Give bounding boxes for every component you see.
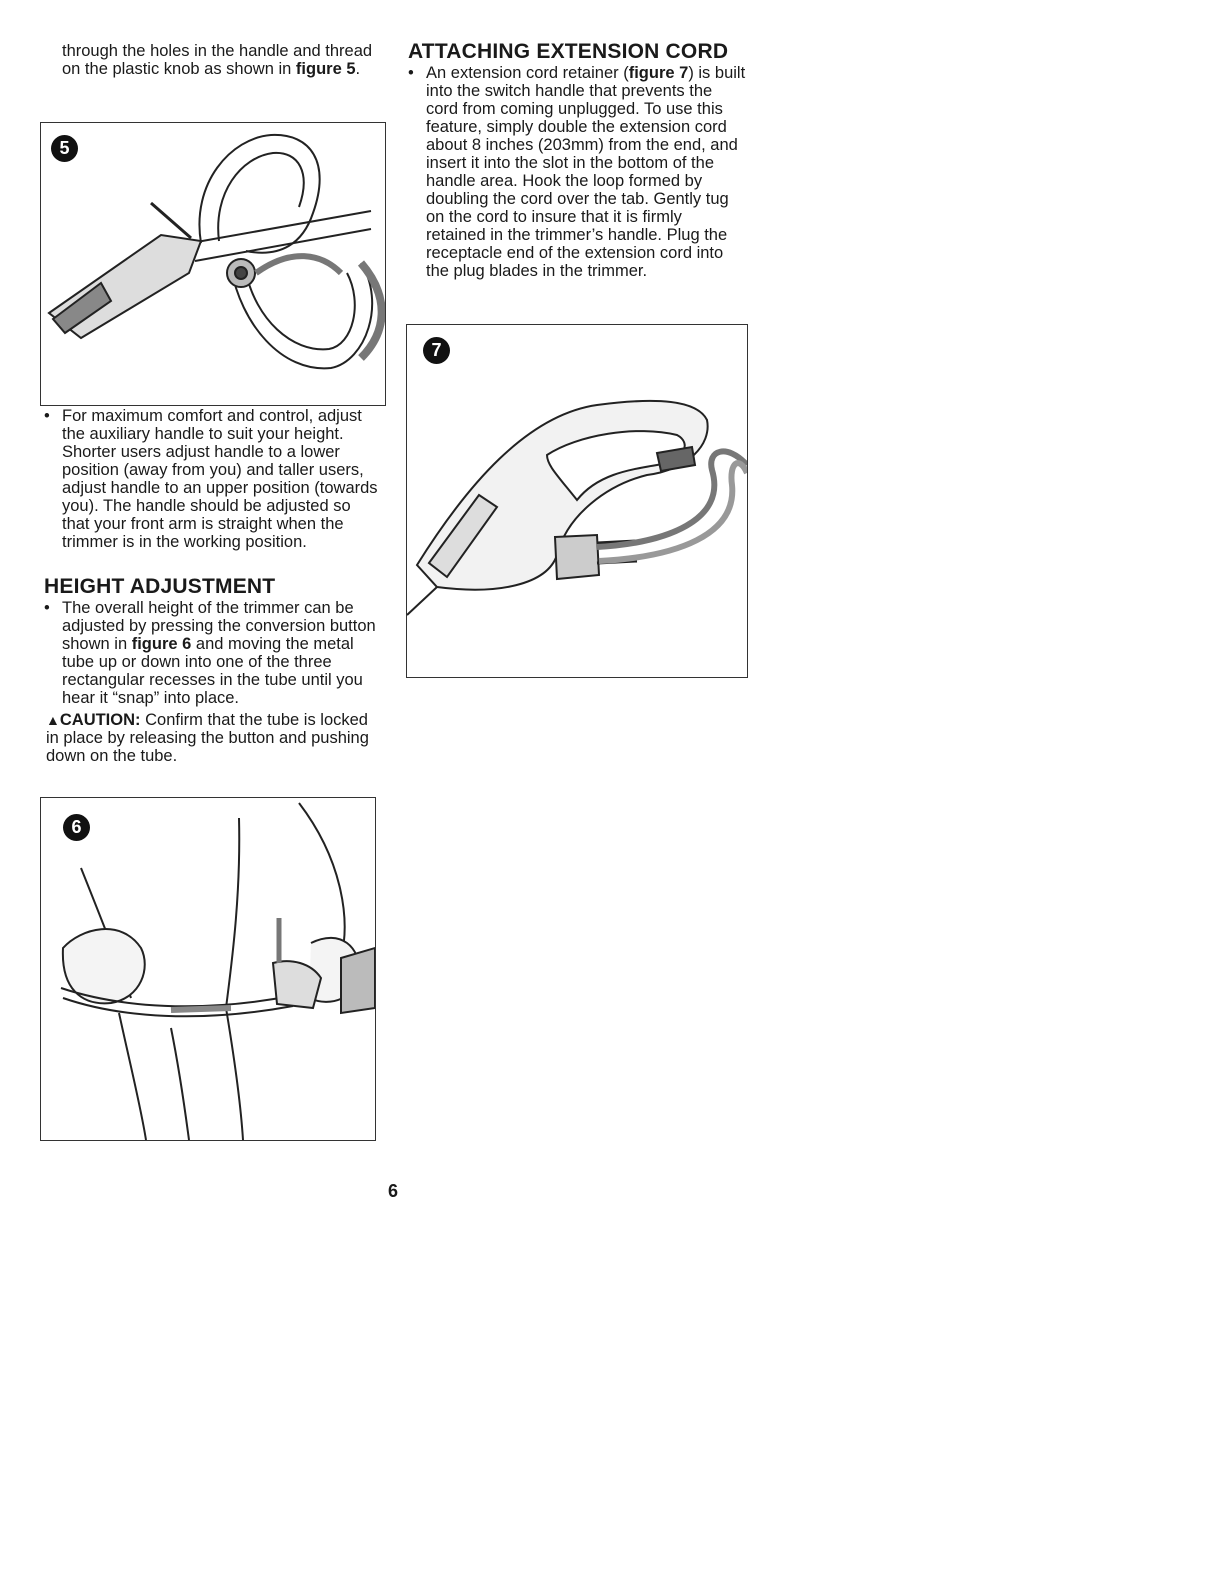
caution-text: Confirm that the tube is locked in place by releasing the button and pushing down on the tube. xyxy=(46,711,369,765)
handle-knob-illustration xyxy=(41,123,385,405)
figure-5 xyxy=(40,122,386,406)
height-text-b: and moving the metal tube up or down into one of the three rectangular recesses in the tube until you hear it “snap” into place. xyxy=(62,635,363,707)
extension-cord-illustration xyxy=(407,325,747,677)
intro-paragraph xyxy=(62,42,380,78)
height-adjustment-heading: HEIGHT ADJUSTMENT xyxy=(44,575,276,598)
figure-6 xyxy=(40,797,376,1141)
comfort-bullet xyxy=(40,407,382,551)
figure-5-badge: 5 xyxy=(51,135,78,162)
cord-text-b: ) is built into the switch handle that prevents the cord from coming unplugged. To use this feature, simply double the extension cord about 8 inches (203mm) from the end, and insert it into the slot in the bottom of the handle area. Hook the loop formed by doubling the cord over the tab. Gently tug on the cord to insure that it is firmly retained in the trimmer’s handle. Plug the receptacle end of the extension cord into the plug blades in the trimmer. xyxy=(426,64,746,280)
attaching-extension-cord-heading: ATTACHING EXTENSION CORD xyxy=(408,40,729,63)
height-text-a: The overall height of the trimmer can be adjusted by pressing the conversion button shown in xyxy=(62,599,376,653)
height-bullet xyxy=(40,599,382,707)
bullet-dot-icon: • xyxy=(408,64,414,82)
warning-triangle-icon: ▲ xyxy=(46,712,60,728)
figure-7 xyxy=(406,324,748,678)
intro-text: through the holes in the handle and thread on the plastic knob as shown in xyxy=(62,42,373,78)
height-adjustment-illustration xyxy=(41,798,375,1140)
figure-reference: figure 6 xyxy=(131,635,192,653)
intro-end: . xyxy=(355,60,361,78)
cord-text-a: An extension cord retainer ( xyxy=(426,64,629,82)
figure-6-badge: 6 xyxy=(63,814,90,841)
comfort-text: For maximum comfort and control, adjust the auxiliary handle to suit your height. Shorter users adjust handle to a lower position (away from you) and taller users, adjust handle to an upper position (towards you). The handle should be adjusted so that your front arm is straight when the trimmer is in the working position. xyxy=(62,407,378,551)
caution-block xyxy=(46,711,376,765)
figure-reference: figure 7 xyxy=(628,64,689,82)
figure-7-badge: 7 xyxy=(423,337,450,364)
figure-reference: figure 5 xyxy=(295,60,356,78)
bullet-dot-icon: • xyxy=(44,599,50,617)
caution-label: CAUTION: xyxy=(59,711,141,729)
page-number: 6 xyxy=(388,1181,399,1201)
bullet-dot-icon: • xyxy=(44,407,50,425)
cord-bullet xyxy=(404,64,746,280)
